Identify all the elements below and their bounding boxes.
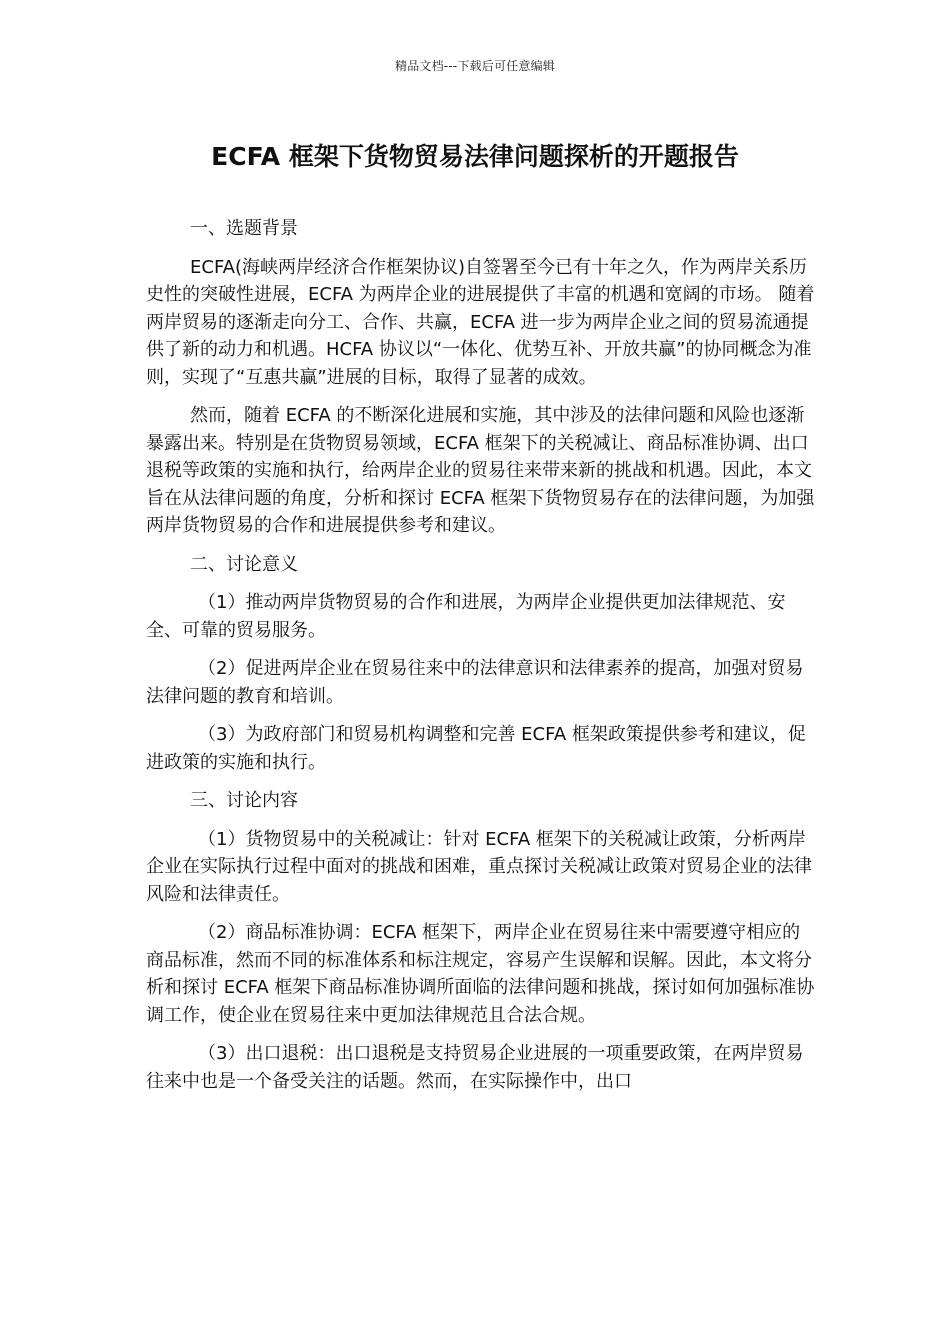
document-title: ECFA 框架下货物贸易法律问题探析的开题报告 xyxy=(211,142,739,171)
content-item-1: （1）货物贸易中的关税减让：针对 ECFA 框架下的关税减让政策，分析两岸企业在实际执行过程中面对的挑战和困难，重点探讨关税减让政策对贸易企业的法律风险和法律责任。 xyxy=(146,828,812,905)
section-heading-significance: 二、讨论意义 xyxy=(190,553,298,575)
paragraph-background-1: ECFA(海峡两岸经济合作框架协议)自签署至今已有十年之久，作为两岸关系历史性的突破性进展，ECFA 为两岸企业的进展提供了丰富的机遇和宽阔的市场。 随着两岸贸易的逐渐走向分工、合作、共赢，ECFA 进一步为两岸企业之间的贸易流通提供了新的动力和机遇。HCFA 协议以“一体化、优势互补、开放共赢”的协同概念为准则，实现了“互惠共赢”进展的目标，取得了显著的成效。 xyxy=(146,256,815,388)
significance-item-2: （2）促进两岸企业在贸易往来中的法律意识和法律素养的提高，加强对贸易法律问题的教育和培训。 xyxy=(146,658,804,707)
page-header-note: 精品文档---下载后可任意编辑 xyxy=(395,59,555,73)
significance-item-3: （3）为政府部门和贸易机构调整和完善 ECFA 框架政策提供参考和建议，促进政策的实施和执行。 xyxy=(146,724,806,773)
section-heading-background: 一、选题背景 xyxy=(190,218,298,239)
content-item-2: （2）商品标准协调：ECFA 框架下，两岸企业在贸易往来中需要遵守相应的商品标准，然而不同的标准体系和标注规定，容易产生误解和误解。因此，本文将分析和探讨 ECFA 框架下商品标准协调所面临的法律问题和挑战，探讨如何加强标准协调工作，使企业在贸易往来中更加法律规范且合法合规。 xyxy=(146,922,815,1026)
content-item-3: （3）出口退税：出口退税是支持贸易企业进展的一项重要政策，在两岸贸易往来中也是一个备受关注的话题。然而，在实际操作中，出口 xyxy=(146,1043,804,1092)
significance-item-1: （1）推动两岸货物贸易的合作和进展，为两岸企业提供更加法律规范、安全、可靠的贸易服务。 xyxy=(146,592,786,641)
document-body xyxy=(146,215,816,1106)
section-heading-content: 三、讨论内容 xyxy=(190,790,298,811)
paragraph-background-2: 然而，随着 ECFA 的不断深化进展和实施，其中涉及的法律问题和风险也逐渐暴露出来。特别是在货物贸易领域，ECFA 框架下的关税减让、商品标准协调、出口退税等政策的实施和执行，给两岸企业的贸易往来带来新的挑战和机遇。因此，本文旨在从法律问题的角度，分析和探讨 ECFA 框架下货物贸易存在的法律问题，为加强两岸货物贸易的合作和进展提供参考和建议。 xyxy=(146,405,815,536)
